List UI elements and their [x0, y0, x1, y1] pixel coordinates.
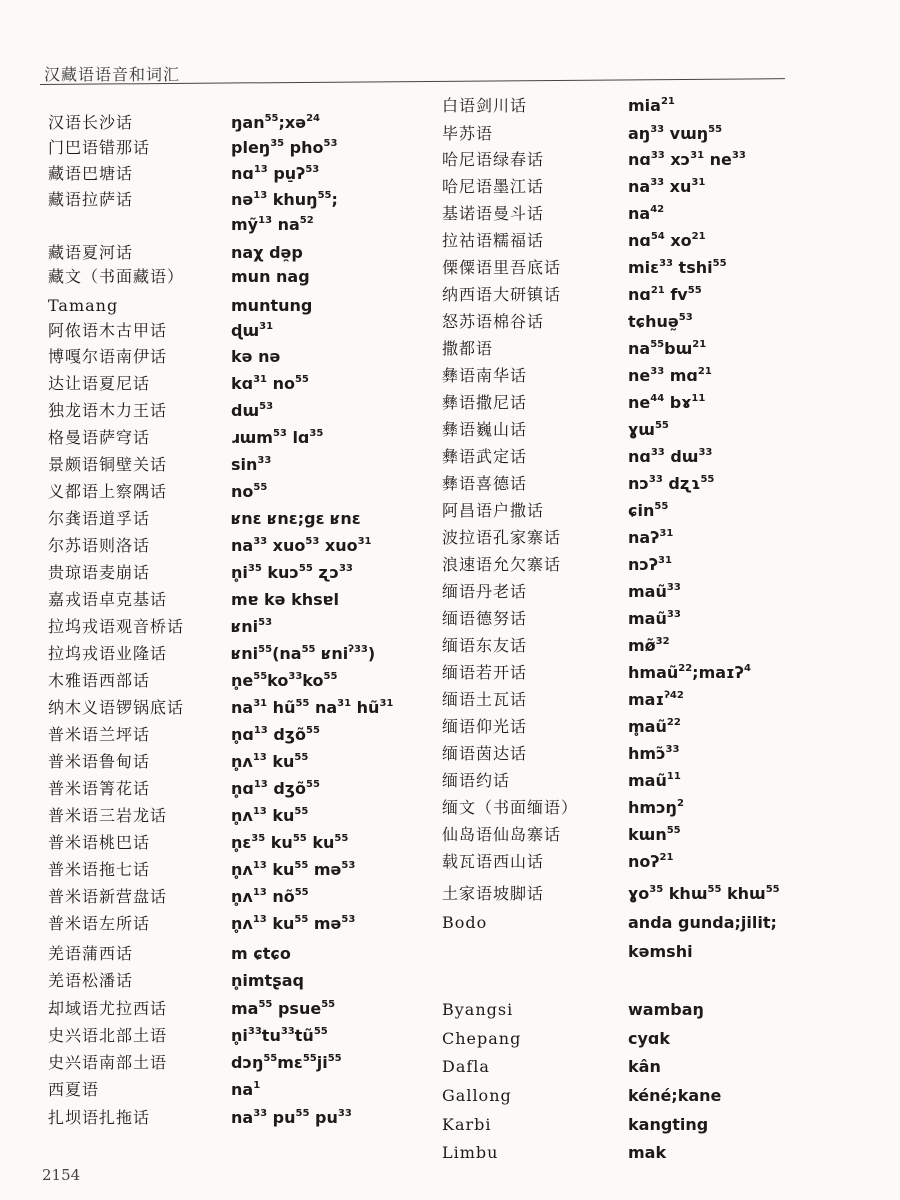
left-entry-31-language: 羌语蒲西话	[48, 944, 134, 963]
left-entry-6-form: mun nag	[231, 267, 310, 286]
left-entry-29-form: n̥ʌ$^{13}$ $nõ^{55}$	[231, 887, 309, 906]
page-number: 2154	[42, 1166, 81, 1184]
right-entry-32-form: wambaŋ	[628, 1000, 704, 1019]
left-entry-16-form: $na^{33}$ xuo$^{53}$ xuo$^{31}$	[231, 536, 372, 555]
right-entry-0-form: mia$^{21}$	[628, 96, 675, 115]
left-entry-19-language: 拉坞戎语观音桥话	[48, 617, 185, 636]
right-entry-17-form: nɔʔ$^{31}$	[628, 555, 672, 574]
right-entry-13-language: 彝语武定话	[442, 447, 528, 466]
left-entry-26-language: 普米语三岩龙话	[48, 806, 168, 825]
left-entry-5-language: 藏语夏河话	[48, 243, 134, 262]
left-entry-17-form: $n̥i^{35}$ kuɔ$^{55}$ ʐɔ$^{33}$	[231, 563, 353, 582]
right-entry-25-form: maũ$^{11}$	[628, 771, 681, 790]
left-entry-11-language: 独龙语木力王话	[48, 401, 168, 420]
left-entry-12-language: 格曼语萨穹话	[48, 428, 151, 447]
right-entry-22-form: maɪ$^{ʔ42}$	[628, 690, 684, 709]
right-entry-5-form: nɑ$^{54}$ $xo^{21}$	[628, 231, 706, 250]
right-entry-20-language: 缅语东友话	[442, 636, 528, 655]
right-entry-4-form: $na^{42}$	[628, 204, 665, 223]
right-entry-31-form: kəmshi	[628, 942, 693, 961]
right-entry-14-form: nɔ$^{33}$ dʐɿ$^{55}$	[628, 474, 715, 493]
right-entry-24-language: 缅语茵达话	[442, 744, 528, 763]
right-entry-6-language: 傈僳语里吾底话	[442, 258, 562, 277]
left-entry-35-language: 史兴语南部土语	[48, 1053, 168, 1072]
left-entry-19-form: ʁni$^{53}$	[231, 617, 273, 636]
right-entry-33-language: Chepang	[442, 1029, 522, 1048]
right-entry-27-form: kɯn$^{55}$	[628, 825, 681, 844]
right-entry-11-language: 彝语撒尼话	[442, 393, 528, 412]
right-entry-24-form: hmɔ̃$^{33}$	[628, 744, 680, 763]
left-entry-24-language: 普米语鲁甸话	[48, 752, 151, 771]
left-entry-30-language: 普米语左所话	[48, 914, 151, 933]
right-entry-29-form: ɣo$^{35}$ khɯ$^{55}$ khɯ$^{55}$	[628, 884, 780, 903]
right-entry-17-language: 浪速语允欠寨话	[442, 555, 562, 574]
left-entry-1-form: pleŋ$^{35}$ pho$^{53}$	[231, 138, 338, 157]
left-entry-9-language: 博嘎尔语南伊话	[48, 347, 168, 366]
left-entry-26-form: n̥ʌ$^{13}$ $ku^{55}$	[231, 806, 309, 825]
right-entry-15-form: ɕin$^{55}$	[628, 501, 669, 520]
right-entry-22-language: 缅语土瓦话	[442, 690, 528, 709]
left-entry-13-form: $\sin^{33}$	[231, 455, 272, 474]
left-entry-25-form: n̥ɑ$^{13}$ dʒõ$^{55}$	[231, 779, 320, 798]
right-entry-1-form: $aŋ^{33}$ vɯŋ$^{55}$	[628, 124, 723, 143]
left-entry-0-form: ŋan$^{55}$;xə$^{24}$	[231, 113, 320, 132]
right-entry-29-language: 土家语坡脚话	[442, 884, 545, 903]
left-entry-6-language: 藏文（书面藏语）	[48, 267, 185, 286]
right-entry-32-language: Byangsi	[442, 1000, 514, 1019]
right-entry-7-form: nɑ$^{21}$ $fv^{55}$	[628, 285, 702, 304]
left-entry-9-form: kə nə	[231, 347, 281, 366]
left-entry-14-language: 义都语上察隅话	[48, 482, 168, 501]
left-entry-30-form: n̥ʌ$^{13}$ $ku^{55}$ mə$^{53}$	[231, 914, 356, 933]
right-entry-9-language: 撒都语	[442, 339, 494, 358]
left-entry-24-form: n̥ʌ$^{13}$ $ku^{55}$	[231, 752, 309, 771]
right-entry-14-language: 彝语喜德话	[442, 474, 528, 493]
left-entry-28-form: n̥ʌ$^{13}$ $ku^{55}$ mə$^{53}$	[231, 860, 356, 879]
right-entry-19-language: 缅语德努话	[442, 609, 528, 628]
left-entry-21-language: 木雅语西部话	[48, 671, 151, 690]
right-entry-36-form: kangting	[628, 1115, 709, 1134]
left-entry-8-form: ɖɯ$^{31}$	[231, 321, 274, 340]
left-entry-32-language: 羌语松潘话	[48, 971, 134, 990]
left-entry-20-form: $ʁni^{55}(na^{55}$ ʁni$^{ʔ33}$)	[231, 644, 376, 663]
left-entry-34-language: 史兴语北部土语	[48, 1026, 168, 1045]
left-entry-7-form: muntung	[231, 296, 313, 315]
right-entry-7-language: 纳西语大研镇话	[442, 285, 562, 304]
left-entry-36-language: 西夏语	[48, 1080, 100, 1099]
left-entry-3-language: 藏语拉萨话	[48, 190, 134, 209]
left-entry-4-form: mỹ$^{13}$ $na^{52}$	[231, 215, 314, 234]
left-entry-33-form: $ma^{55}$ psue$^{55}$	[231, 999, 336, 1018]
right-entry-35-form: kéné;kane	[628, 1086, 722, 1105]
right-entry-0-language: 白语剑川话	[442, 96, 528, 115]
right-entry-3-form: $na^{33}$ $xu^{31}$	[628, 177, 706, 196]
left-entry-17-language: 贵琼语麦崩话	[48, 563, 151, 582]
left-entry-31-form: m ɕtɕo	[231, 944, 291, 963]
right-entry-2-form: nɑ$^{33}$ xɔ$^{31}$ $ne^{33}$	[628, 150, 746, 169]
left-entry-10-form: kɑ$^{31}$ $no^{55}$	[231, 374, 309, 393]
left-entry-20-language: 拉坞戎语业隆话	[48, 644, 168, 663]
right-entry-2-language: 哈尼语绿春话	[442, 150, 545, 169]
left-entry-25-language: 普米语箐花话	[48, 779, 151, 798]
left-entry-37-form: $na^{33}$ $pu^{55}$ $pu^{33}$	[231, 1108, 352, 1127]
right-entry-5-language: 拉祜语糯福话	[442, 231, 545, 250]
right-entry-33-form: cyɑk	[628, 1029, 671, 1048]
running-header: 汉藏语语音和词汇	[44, 65, 181, 84]
left-entry-18-form: mɐ kə khsɐl	[231, 590, 339, 609]
right-entry-9-form: $na^{55}bɯ^{21}$	[628, 339, 707, 358]
right-entry-15-language: 阿昌语户撒话	[442, 501, 545, 520]
right-entry-26-language: 缅文（书面缅语）	[442, 798, 579, 817]
right-entry-37-form: mak	[628, 1143, 667, 1162]
right-entry-27-language: 仙岛语仙岛寨话	[442, 825, 562, 844]
left-entry-37-language: 扎坝语扎拖话	[48, 1108, 151, 1127]
left-entry-28-language: 普米语拖七话	[48, 860, 151, 879]
left-entry-8-language: 阿侬语木古甲话	[48, 321, 168, 340]
right-entry-23-language: 缅语仰光话	[442, 717, 528, 736]
right-entry-1-language: 毕苏语	[442, 124, 494, 143]
left-entry-15-form: ʁnɛ ʁnɛ;gɛ ʁnɛ	[231, 509, 361, 528]
right-entry-21-language: 缅语若开话	[442, 663, 528, 682]
left-entry-14-form: $no^{55}$	[231, 482, 268, 501]
right-entry-30-form: anda gunda;jilit;	[628, 913, 777, 932]
left-entry-27-language: 普米语桃巴话	[48, 833, 151, 852]
right-entry-23-form: $m̥aũ^{22}$	[628, 717, 681, 736]
left-entry-0-language: 汉语长沙话	[48, 113, 134, 132]
right-entry-12-form: ɣɯ$^{55}$	[628, 420, 669, 439]
right-entry-20-form: mø̃$^{32}$	[628, 636, 670, 655]
right-entry-18-form: maũ$^{33}$	[628, 582, 681, 601]
left-entry-35-form: $dɔŋ^{55}mɛ^{55}ji^{55}$	[231, 1053, 342, 1072]
left-entry-22-language: 纳木义语锣锅底话	[48, 698, 185, 717]
left-entry-11-form: dɯ$^{53}$	[231, 401, 274, 420]
right-entry-18-language: 缅语丹老话	[442, 582, 528, 601]
left-entry-1-language: 门巴语错那话	[48, 138, 151, 157]
left-entry-12-form: ɹɯm$^{53}$ lɑ$^{35}$	[231, 428, 324, 447]
right-entry-34-form: kân	[628, 1057, 661, 1076]
right-entry-37-language: Limbu	[442, 1143, 499, 1162]
left-entry-34-form: $n̥i^{33}tu^{33}tũ^{55}$	[231, 1026, 328, 1045]
left-entry-21-form: $n̥e^{55}ko^{33}ko^{55}$	[231, 671, 338, 690]
left-entry-18-language: 嘉戎语卓克基话	[48, 590, 168, 609]
right-entry-28-form: noʔ$^{21}$	[628, 852, 674, 871]
left-entry-32-form: n̥imtʂaq	[231, 971, 304, 990]
right-entry-4-language: 基诺语曼斗话	[442, 204, 545, 223]
left-entry-16-language: 尔苏语则洛话	[48, 536, 151, 555]
right-entry-13-form: nɑ$^{33}$ dɯ$^{33}$	[628, 447, 713, 466]
left-entry-33-language: 却域语尤拉西话	[48, 999, 168, 1018]
right-entry-26-form: hmɔŋ$^2$	[628, 798, 684, 817]
left-entry-13-language: 景颇语铜壁关话	[48, 455, 168, 474]
right-entry-3-language: 哈尼语墨江话	[442, 177, 545, 196]
right-entry-6-form: miɛ$^{33}$ tshi$^{55}$	[628, 258, 727, 277]
right-entry-12-language: 彝语巍山话	[442, 420, 528, 439]
right-entry-34-language: Dafla	[442, 1057, 490, 1076]
right-entry-10-language: 彝语南华话	[442, 366, 528, 385]
left-entry-10-language: 达让语夏尼话	[48, 374, 151, 393]
right-entry-10-form: $ne^{33}$ mɑ$^{21}$	[628, 366, 712, 385]
left-entry-23-form: n̥ɑ$^{13}$ dʒõ$^{55}$	[231, 725, 320, 744]
left-entry-22-form: $na^{31}$ $hũ^{55}$ $na^{31}$ $hũ^{31}$	[231, 698, 394, 717]
left-entry-27-form: n̥ɛ$^{35}$ $ku^{55}$ $ku^{55}$	[231, 833, 349, 852]
right-entry-19-form: maũ$^{33}$	[628, 609, 681, 628]
left-entry-23-language: 普米语兰坪话	[48, 725, 151, 744]
left-entry-5-form: naχ də̯p	[231, 243, 303, 262]
right-entry-35-language: Gallong	[442, 1086, 512, 1105]
left-entry-3-form: nə$^{13}$ khuŋ$^{55}$;	[231, 190, 338, 209]
left-entry-2-form: nɑ$^{13}$ pu̠ʔ$^{53}$	[231, 164, 320, 183]
right-entry-30-language: Bodo	[442, 913, 488, 932]
right-entry-21-form: hmaũ$^{22}$;maɪʔ$^4$	[628, 663, 751, 682]
left-entry-15-language: 尔龚语道孚话	[48, 509, 151, 528]
right-entry-25-language: 缅语约话	[442, 771, 511, 790]
right-entry-11-form: $ne^{44}$ bɤ$^{11}$	[628, 393, 706, 412]
left-entry-36-form: $na^1$	[231, 1080, 261, 1099]
right-entry-36-language: Karbi	[442, 1115, 492, 1134]
left-entry-2-language: 藏语巴塘话	[48, 164, 134, 183]
right-entry-8-language: 怒苏语棉谷话	[442, 312, 545, 331]
left-entry-7-language: Tamang	[48, 296, 119, 315]
left-entry-29-language: 普米语新营盘话	[48, 887, 168, 906]
right-entry-16-form: naʔ$^{31}$	[628, 528, 674, 547]
right-entry-28-language: 载瓦语西山话	[442, 852, 545, 871]
right-entry-8-form: tɕhuə̰$^{53}$	[628, 312, 693, 331]
right-entry-16-language: 波拉语孔家寨话	[442, 528, 562, 547]
